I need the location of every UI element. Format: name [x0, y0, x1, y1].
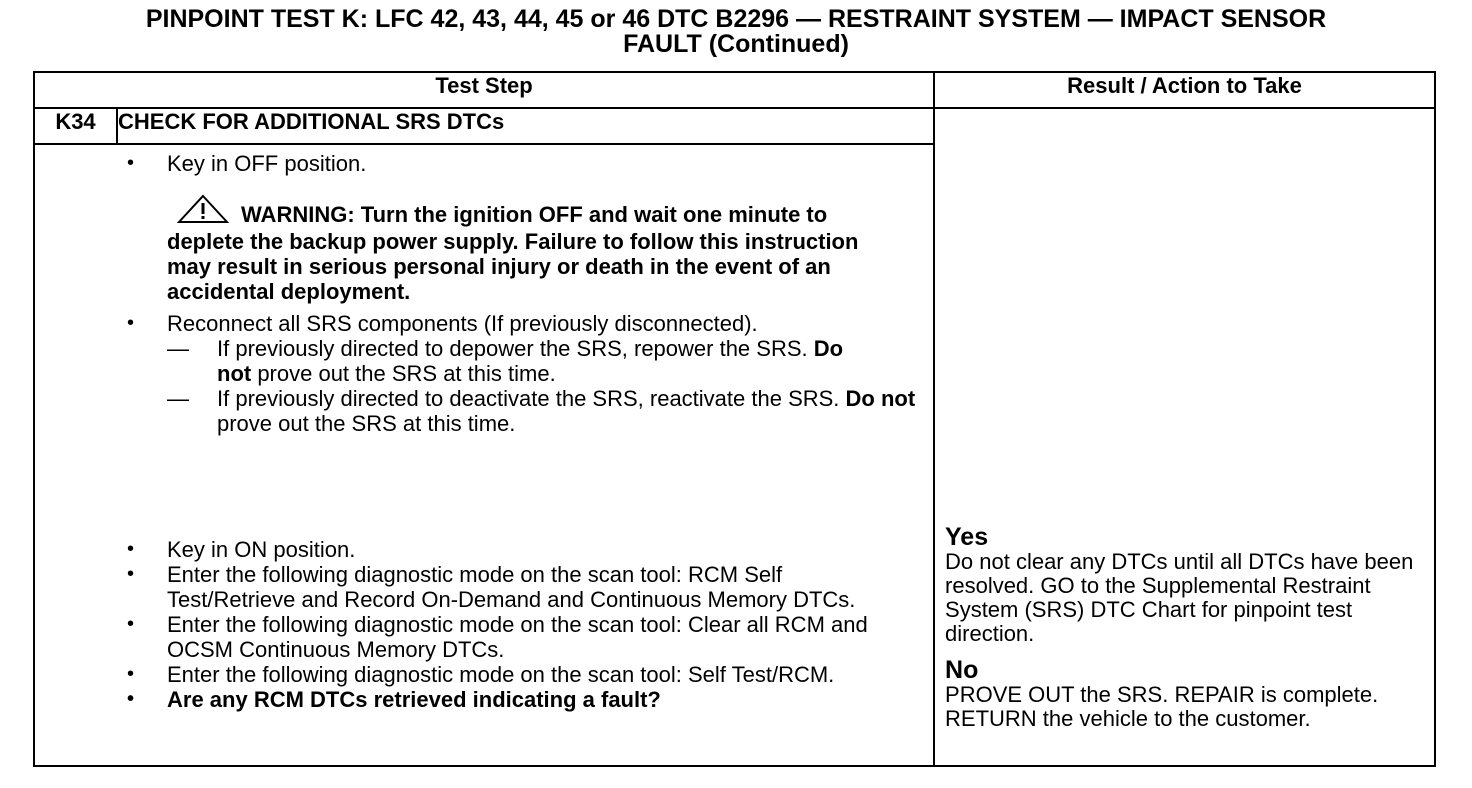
dash-text-a: If previously directed to depower the SRS, repower the SRS.: [217, 336, 814, 361]
bullet-icon: •: [127, 563, 135, 585]
warning-block: [35, 194, 907, 304]
no-text: PROVE OUT the SRS. REPAIR is complete. RETURN the vehicle to the customer.: [945, 682, 1379, 731]
step-body-cell: [34, 144, 934, 766]
dash-text-bold: Do not: [845, 386, 916, 411]
list-item: [35, 612, 887, 662]
header-result: Result / Action to Take: [934, 72, 1435, 108]
page-title: [0, 7, 1472, 57]
dash-item: [35, 336, 877, 386]
bullet-icon: •: [127, 312, 135, 334]
warning-text: WARNING: Turn the ignition OFF and wait one minute to deplete the backup power supply. Failure to follow this instruction may result in serious personal injury or death in the event of an accidental deployment.: [167, 202, 859, 304]
no-label: No: [945, 656, 979, 684]
bullet-icon: •: [127, 613, 135, 635]
warning-triangle-icon: [177, 194, 229, 229]
bullet-text: Enter the following diagnostic mode on the scan tool: Clear all RCM and OCSM Continuous Memory DTCs.: [167, 612, 868, 662]
dash-text-b: prove out the SRS at this time.: [251, 361, 556, 386]
bullet-text: Key in ON position.: [167, 537, 356, 562]
yes-text: Do not clear any DTCs until all DTCs have been resolved. GO to the Supplemental Restraint System (SRS) DTC Chart for pinpoint test direction.: [945, 549, 1414, 646]
list-item: [35, 311, 927, 336]
bullet-text: Enter the following diagnostic mode on the scan tool: Self Test/RCM.: [167, 662, 835, 687]
list-item: [35, 662, 837, 687]
bullet-text: Enter the following diagnostic mode on the scan tool: RCM Self Test/Retrieve and Record On-Demand and Continuous Memory DTCs.: [167, 562, 856, 612]
dash-text-b: prove out the SRS at this time.: [217, 411, 516, 436]
step-block-1: [35, 151, 933, 436]
bullet-icon: •: [127, 538, 135, 560]
result-block: [945, 525, 1433, 731]
title-line-1: PINPOINT TEST K: LFC 42, 43, 44, 45 or 46 DTC B2296 — RESTRAINT SYSTEM — IMPACT SENSOR: [145, 5, 1327, 33]
step-block-2: [35, 537, 933, 712]
dash-icon: —: [167, 336, 189, 361]
list-item: [35, 562, 897, 612]
result-cell: [934, 108, 1435, 766]
bullet-icon: •: [127, 152, 135, 174]
dash-text-bold: Do not: [217, 336, 844, 386]
list-item: [35, 151, 933, 176]
bullet-text: Key in OFF position.: [167, 151, 367, 176]
dash-item: [35, 386, 917, 436]
bullet-icon: •: [127, 663, 135, 685]
step-id: K34: [34, 108, 117, 144]
bullet-icon: •: [127, 688, 135, 710]
question-text: Are any RCM DTCs retrieved indicating a fault?: [167, 687, 661, 712]
bullet-text: Reconnect all SRS components (If previously disconnected).: [167, 311, 758, 336]
list-item: [35, 537, 933, 562]
step-title: CHECK FOR ADDITIONAL SRS DTCs: [117, 108, 934, 144]
yes-label: Yes: [945, 523, 989, 551]
title-line-2: FAULT (Continued): [623, 30, 849, 58]
list-item: [35, 687, 933, 712]
pinpoint-test-table: [33, 71, 1436, 767]
dash-icon: —: [167, 386, 189, 411]
header-test-step: Test Step: [34, 72, 934, 108]
dash-text-a: If previously directed to deactivate the SRS, reactivate the SRS.: [217, 386, 846, 411]
